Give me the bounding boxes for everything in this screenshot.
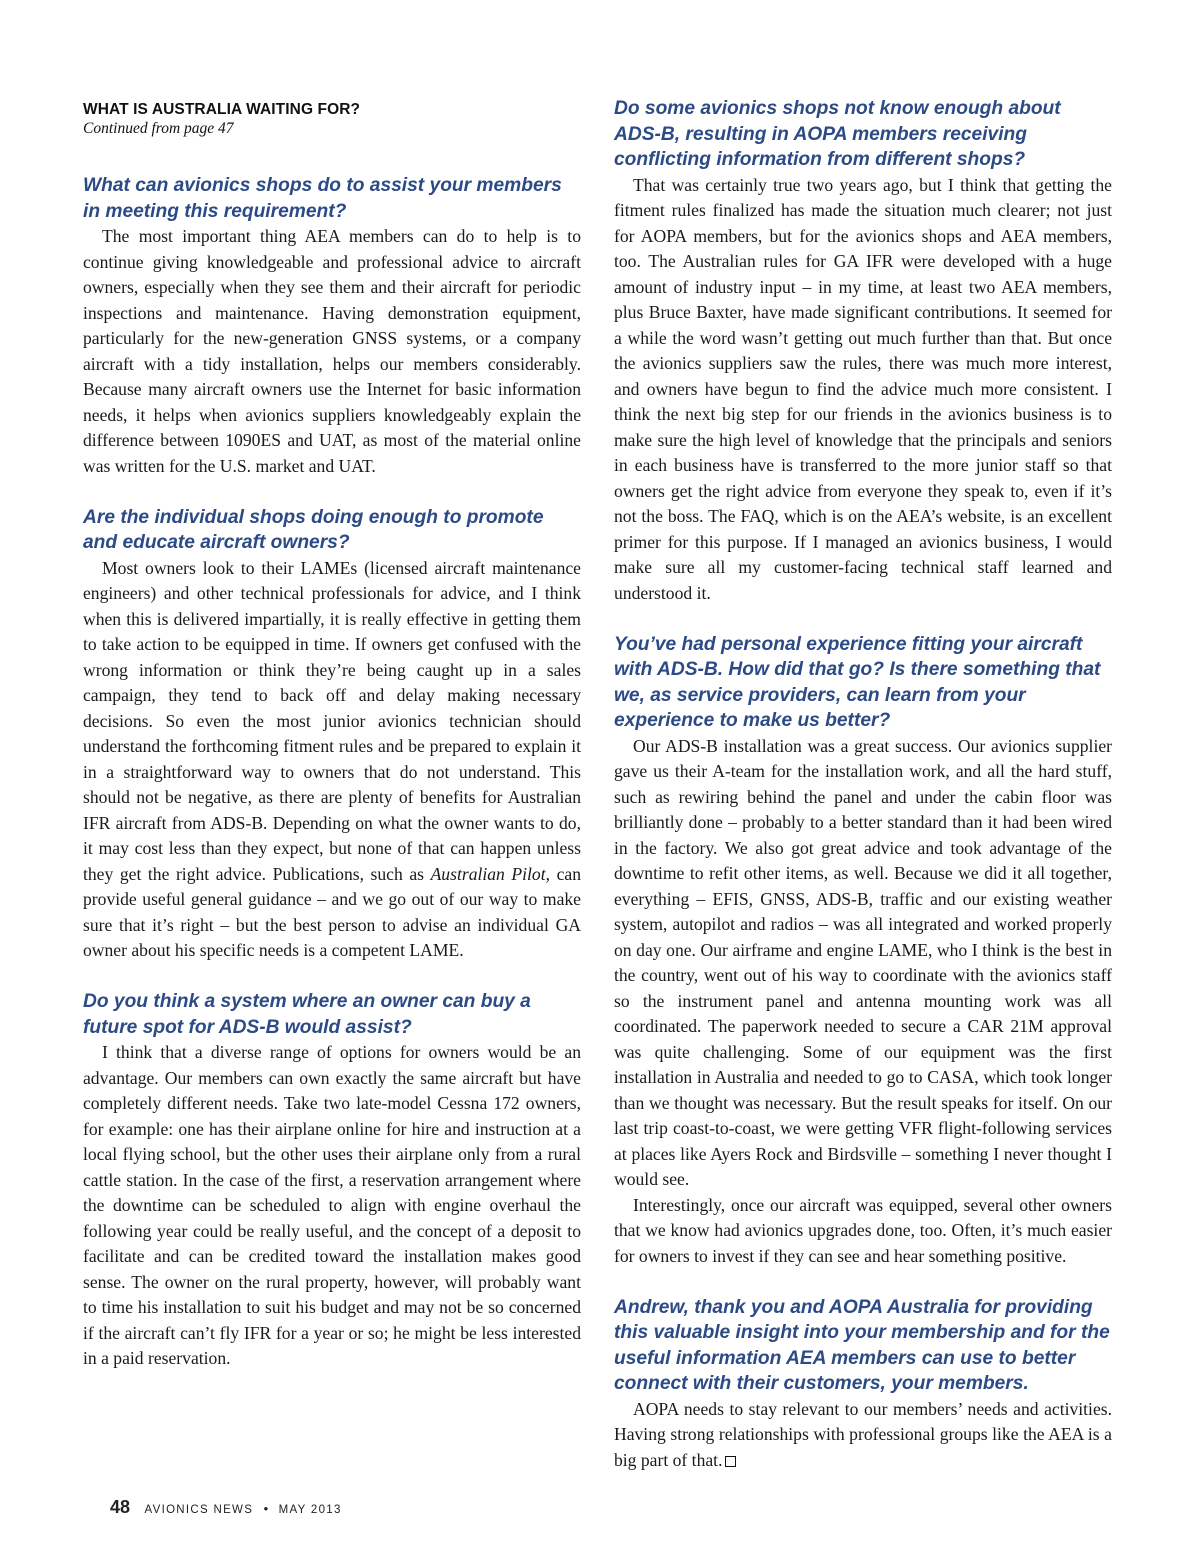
answer-paragraph: The most important thing AEA members can do to help is to continue giving knowledgeable and professional advice to aircraft owners, especially when they see them and their aircraft for periodic inspections and maintenance. Having demonstration equipment, particularly for the new-generation GNSS systems, or a company aircraft with a tidy installation, helps our members considerably. Because many aircraft owners use the Internet for basic information needs, it helps when avionics suppliers knowledgeably explain the difference between 1090ES and UAT, as most of the material online was written for the U.S. market and UAT.	[83, 226, 581, 476]
qa-block	[83, 989, 581, 1372]
qa-block	[83, 173, 581, 479]
page-number: 48	[110, 1497, 131, 1517]
answer-paragraph: Our ADS-B installation was a great success. Our avionics supplier gave us their A-team for the installation work, and all the hard stuff, such as rewiring behind the panel and under the cabin floor was brilliantly done – probably to a better standard than it had been wired in the factory. We also got great advice and took advantage of the downtime to refit other items, as well. Because we did it all together, everything – EFIS, GNSS, ADS-B, traffic and our existing weather system, autopilot and radios – was all integrated and worked properly on day one. Our airframe and engine LAME, who I think is the best in the country, went out of his way to coordinate with the avionics staff so the instrument panel and antenna mounting work was all coordinated. The paperwork needed to secure a CAR 21M approval was quite challenging. Some of our equipment was the first installation in Australia and needed to go to CASA, which took longer than we thought was necessary. But the result speaks for itself. On our last trip coast-to-coast, we were getting VFR flight-following services at places like Ayers Rock and Birdsville – something I never thought I would see.	[614, 735, 1112, 1189]
left-column	[83, 96, 581, 1397]
question-heading: What can avionics shops do to assist your members in meeting this requirement?	[83, 175, 562, 222]
issue-date: MAY 2013	[278, 1504, 342, 1516]
answer-paragraph	[614, 1397, 1112, 1474]
answer-text: AOPA needs to stay relevant to our members’ needs and activities. Having strong relationships with professional groups like the AEA is a big part of that.	[614, 1398, 1112, 1470]
right-column	[614, 96, 1112, 1499]
answer-text: , can provide useful general guidance – and we go out of our way to make sure that it’s right – but the best person to advise an individual GA owner about his specific needs is a competent LAME.	[83, 863, 581, 960]
answer-paragraph: That was certainly true two years ago, but I think that getting the fitment rules finalized has made the situation much clearer; not just for AOPA members, but for the avionics shops and AEA members, too. The Australian rules for GA IFR were developed with a huge amount of industry input – in my time, at least two AEA members, plus Bruce Baxter, have made significant contributions. It seemed for a while the word wasn’t getting out much further than that. But once the avionics suppliers saw the rules, there was much more interest, and owners have begun to find the advice much more consistent. I think the next big step for our friends in the avionics business is to make sure the high level of knowledge that the principals and seniors in each business have is transferred to the more junior staff so that owners get the right advice from everyone they speak to, even if it’s not the boss. The FAQ, which is on the AEA’s website, is an excellent primer for this purpose. If I managed an avionics business, I would make sure all my customer-facing technical staff learned and understood it.	[614, 174, 1112, 603]
answer-paragraph: I think that a diverse range of options for owners would be an advantage. Our members can own exactly the same aircraft but have completely different needs. Take two late-model Cessna 172 owners, for example: one has their airplane online for hire and instruction at a local flying school, but the other uses their airplane only from a rural cattle station. In the case of the first, a reservation arrangement where the downtime can be scheduled to align with engine overhaul the following year could be really useful, and the concept of a deposit to facilitate and can be credited toward the installation makes good sense. The owner on the rural property, however, will probably want to time his installation to suit his budget and may not be so concerned if the aircraft can’t fly IFR for a year or so; he might be less interested in a paid reservation.	[83, 1042, 581, 1368]
answer-text: Most owners look to their LAMEs (licensed aircraft maintenance engineers) and other technical professionals for advice, and I think when this is delivered impartially, it is really effective in getting them to take action to be equipped in time. If owners get confused with the wrong information or think they’re being caught up in a sales campaign, they tend to back off and delay making necessary decisions. So even the most junior avionics technician should understand the forthcoming fitment rules and be prepared to explain it in a straightforward way to owners that do not understand. This should not be negative, as there are plenty of benefits for Australian IFR aircraft from ADS-B. Depending on what the owner wants to do, it may cost less than they expect, but none of that can happen unless they get the right advice. Publications, such as	[83, 557, 581, 884]
question-heading: Are the individual shops doing enough to promote and educate aircraft owners?	[83, 506, 544, 553]
qa-block	[614, 1295, 1112, 1474]
question-heading: Do you think a system where an owner can buy a future spot for ADS-B would assist?	[83, 991, 531, 1038]
publication-title: Australian Pilot	[430, 863, 546, 884]
question-heading: Do some avionics shops not know enough about ADS-B, resulting in AOPA members receiving conflicting information from different shops?	[614, 98, 1061, 170]
answer-paragraph: Interestingly, once our aircraft was equipped, several other owners that we know had avionics upgrades done, too. Often, it’s much easier for owners to invest if they can see and hear something positive.	[614, 1194, 1112, 1266]
qa-block	[83, 505, 581, 964]
answer-paragraph	[83, 556, 581, 964]
question-heading: Andrew, thank you and AOPA Australia for providing this valuable insight into your membership and for the useful information AEA members can use to better connect with their customers, your members.	[614, 1296, 1110, 1394]
page-footer	[110, 1497, 342, 1518]
article-kicker: WHAT IS AUSTRALIA WAITING FOR?	[83, 101, 361, 118]
checkbox-end-mark-icon	[725, 1456, 736, 1467]
qa-block	[614, 96, 1112, 606]
continued-from-note: Continued from page 47	[83, 120, 234, 137]
question-heading: You’ve had personal experience fitting your aircraft with ADS-B. How did that go? Is there something that we, as service providers, can learn from your experience to make us better?	[614, 633, 1101, 731]
qa-block	[614, 632, 1112, 1270]
publication-name: AVIONICS NEWS	[144, 1504, 254, 1516]
footer-separator: •	[263, 1501, 269, 1516]
